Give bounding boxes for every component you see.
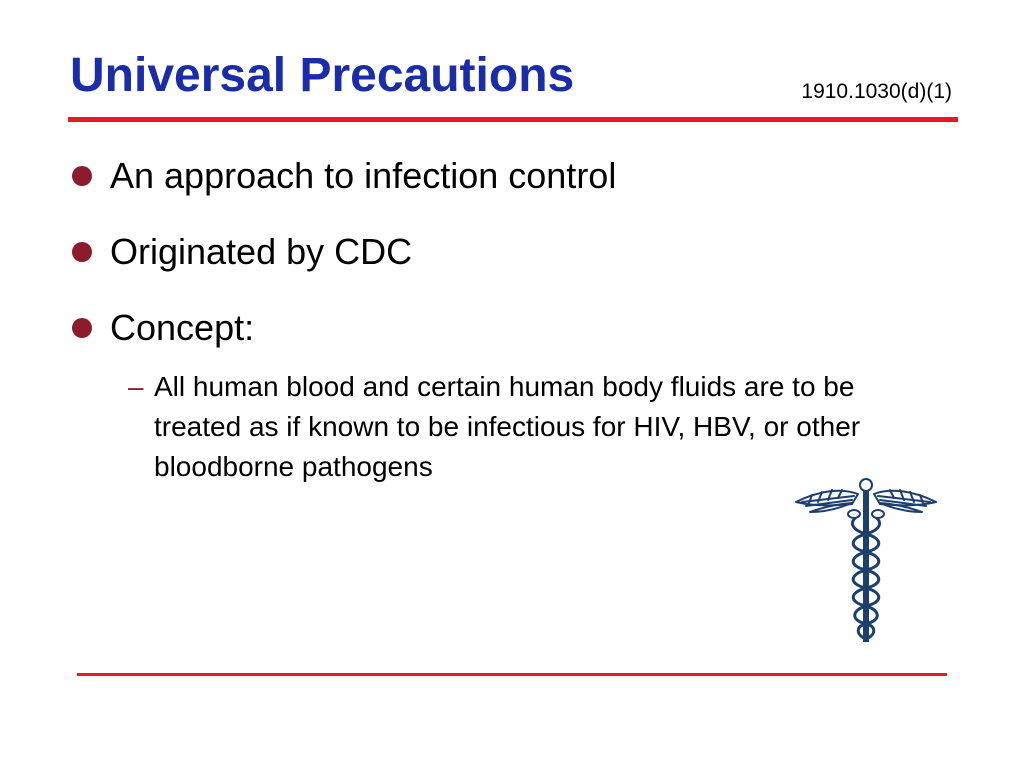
title-divider (68, 117, 958, 122)
sub-bullet-text: All human blood and certain human body fluids are to be treated as if known to be infectious for HIV, HBV, or other bloodborne pathogens (154, 371, 861, 482)
bullet-item (70, 150, 950, 226)
regulation-reference: 1910.1030(d)(1) (801, 80, 952, 103)
footer-divider (77, 673, 947, 676)
bullet-dot-icon (72, 318, 92, 338)
bullet-dot-icon (72, 166, 92, 186)
sub-bullet-dash: – (128, 371, 144, 402)
slide-title: Universal Precautions (70, 49, 575, 102)
sub-bullet-item (128, 367, 928, 487)
bullet-item (70, 226, 950, 302)
bullet-text: An approach to infection control (110, 155, 617, 196)
bullet-text: Concept: (110, 307, 255, 348)
caduceus-icon (792, 476, 940, 646)
bullet-text: Originated by CDC (110, 231, 413, 272)
bullet-dot-icon (72, 242, 92, 262)
bullet-list (70, 150, 950, 378)
